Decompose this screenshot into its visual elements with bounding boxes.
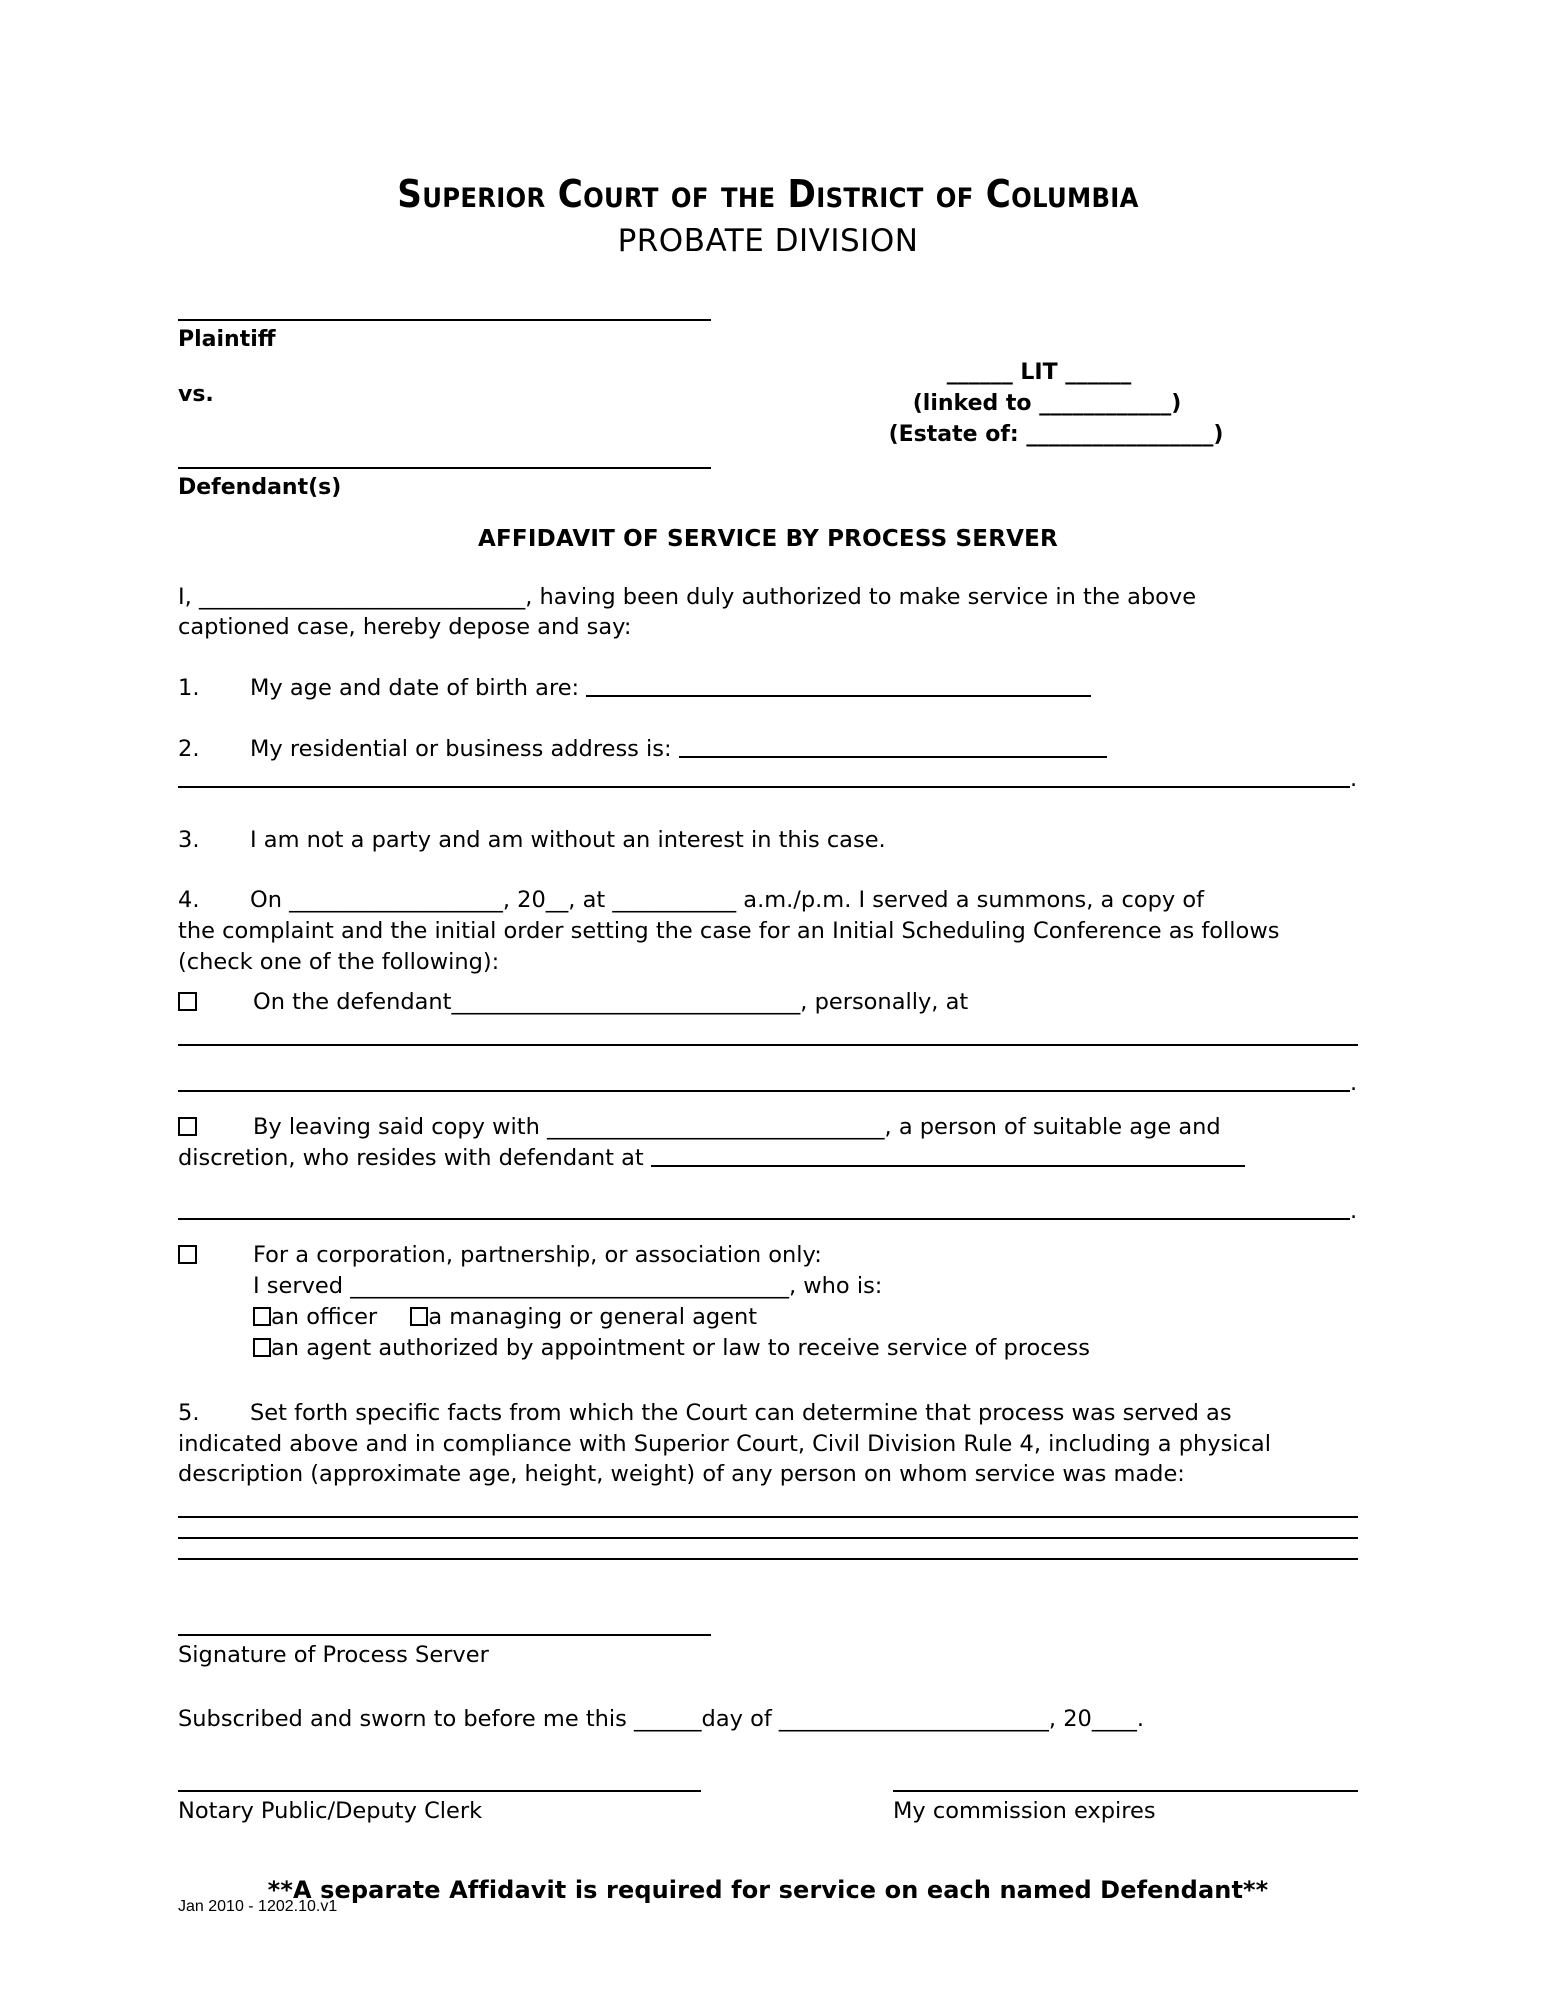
item-2-blank[interactable] [679,737,1107,758]
option-a-rule-2-row [178,1068,1358,1099]
process-server-signature-label: Signature of Process Server [178,1641,489,1668]
option-c-sub-label-1: a managing or general agent [428,1303,758,1330]
numbered-item-3 [178,825,1358,856]
commission-expires-label: My commission expires [893,1798,1156,1825]
option-c-heading: For a corporation, partnership, or association only: [253,1242,822,1269]
case-number-field[interactable]: ______ LIT ______ [946,359,1132,385]
plaintiff-rule [178,319,711,321]
item-2-text: My residential or business address is: [250,735,672,762]
preamble-line-1[interactable]: I, _____________________________, having been duly authorized to make service in the above [178,583,1197,610]
plaintiff-label: Plaintiff [178,326,276,352]
option-c-sub-label-2: an agent authorized by appointment or law to receive service of process [271,1334,1090,1361]
option-c-served-row [253,1271,1358,1302]
separate-affidavit-note: **A separate Affidavit is required for service on each named Defendant** [267,1876,1269,1905]
item-5-line-3: description (approximate age, height, weight) of any person on whom service was made: [178,1461,1185,1488]
option-b-rule[interactable] [178,1198,1350,1219]
item-2-number: 2. [178,735,200,762]
item-1-number: 1. [178,675,200,702]
item-4-line-1[interactable]: On ___________________, 20__, at ___________ a.m./p.m. I served a summons, a copy of [250,887,1205,914]
option-a-rule-1[interactable] [178,1044,1358,1046]
option-c-sub-label-0: an officer [271,1303,378,1330]
numbered-item-1 [178,673,1358,704]
item-4-line-2: the complaint and the initial order setting the case for an Initial Scheduling Conference as follows [178,918,1280,945]
item-5-line-1: Set forth specific facts from which the Court can determine that process was served as [250,1399,1232,1426]
preamble-paragraph [178,582,1358,643]
option-a-period: . [1350,1069,1358,1096]
preamble-line-2: captioned case, hereby depose and say: [178,614,632,641]
case-number-block [738,357,1358,451]
option-b-text-after: , a person of suitable age and [884,1114,1221,1141]
commission-expires-rule[interactable] [893,1790,1358,1792]
process-server-signature-rule[interactable] [178,1634,711,1636]
numbered-item-4 [178,885,1358,977]
option-c-detail [253,1271,1358,1364]
service-option-personal[interactable] [178,987,1358,1018]
notary-label: Notary Public/Deputy Clerk [178,1798,483,1825]
option-c-served-blank[interactable]: _______________________________________ [350,1272,789,1299]
service-option-corporation[interactable] [178,1240,1358,1271]
option-b-blank-2[interactable] [651,1146,1245,1167]
checkbox-icon-personal[interactable] [178,992,197,1011]
option-a-rule-2[interactable] [178,1071,1350,1092]
service-option-suitable-age[interactable] [178,1112,1358,1173]
court-title: Superior Court of the District of Columbia [397,172,1139,216]
numbered-item-2 [178,734,1358,795]
option-b-period: . [1350,1197,1358,1224]
option-c-served-after: , who is: [788,1272,883,1299]
item-1-text: My age and date of birth are: [250,675,580,702]
checkbox-icon-managing-agent[interactable] [410,1307,428,1326]
option-b-rule-row [178,1196,1358,1227]
checkbox-icon-authorized-agent[interactable] [253,1338,271,1357]
division-title: PROBATE DIVISION [617,222,919,259]
option-b-text-before: By leaving said copy with [253,1114,540,1141]
item-3-number: 3. [178,826,200,853]
case-caption [178,319,1358,504]
item-4-line-3: (check one of the following): [178,948,500,975]
checkbox-icon-officer[interactable] [253,1307,271,1326]
linked-case-field[interactable]: (linked to ____________) [912,391,1182,417]
item-5-line-2: indicated above and in compliance with Superior Court, Civil Division Rule 4, including a physical [178,1430,1271,1457]
checkbox-icon-suitable-age[interactable] [178,1117,197,1136]
item-5-answer-rule-3[interactable] [178,1558,1358,1560]
item-1-blank[interactable] [586,676,1091,697]
notary-block [178,1790,1358,1848]
option-b-line-2: discretion, who resides with defendant at [178,1145,644,1172]
defendant-rule [178,467,711,469]
option-c-sub-row-1 [253,1302,1358,1333]
notary-signature-rule[interactable] [178,1790,701,1792]
item-5-answer-rule-2[interactable] [178,1537,1358,1539]
option-a-text-before: On the defendant [253,989,452,1016]
option-b-blank[interactable]: ______________________________ [547,1114,885,1141]
numbered-item-5 [178,1398,1358,1490]
item-5-number: 5. [178,1399,200,1426]
versus-label: vs. [178,381,214,407]
document-content [178,0,1358,1904]
item-2-blank-cont[interactable] [178,767,1350,788]
option-c-served-label: I served [253,1272,344,1299]
estate-of-field[interactable]: (Estate of: _________________) [888,422,1224,448]
option-a-blank[interactable]: _______________________________ [451,989,801,1016]
affidavit-title: AFFIDAVIT OF SERVICE BY PROCESS SERVER [478,525,1058,552]
option-a-text-after: , personally, at [800,989,969,1016]
item-5-answer-rule-1[interactable] [178,1516,1358,1518]
form-version-stamp: Jan 2010 - 1202.10.v1 [178,1898,338,1915]
item-4-number: 4. [178,887,200,914]
option-c-sub-row-2 [253,1333,1358,1364]
checkbox-icon-corporation[interactable] [178,1245,197,1264]
item-3-text: I am not a party and am without an interest in this case. [250,826,886,853]
item-2-period: . [1350,766,1358,793]
sworn-statement[interactable]: Subscribed and sworn to before me this ______day of ________________________, 20____. [178,1705,1145,1732]
defendants-label: Defendant(s) [178,474,342,500]
